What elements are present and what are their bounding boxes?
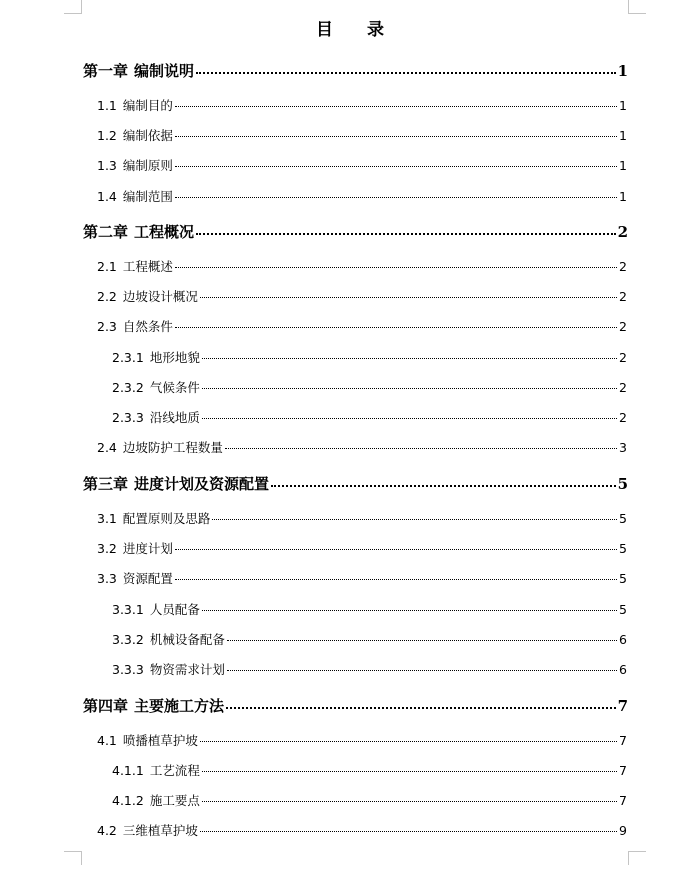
toc-label: 编制说明 [134,62,195,80]
toc-label: 编制目的 [122,98,173,113]
toc-section-2-1[interactable] [97,258,627,276]
toc-number: 3.2 [97,541,117,556]
toc-leader-dots [175,136,617,137]
toc-leader-dots [202,610,617,611]
toc-page-number: 2 [619,289,627,304]
toc-page-number: 2 [619,319,627,334]
toc-page-number: 3 [619,440,627,455]
toc-subsection-3-3-2[interactable] [112,631,627,649]
toc-section-1-2[interactable] [97,127,627,145]
toc-number: 1.4 [97,189,117,204]
toc-leader-dots [175,197,617,198]
toc-label: 边坡防护工程数量 [122,440,223,455]
toc-page-number: 2 [619,350,627,365]
toc-number: 4.1.1 [112,763,144,778]
crop-mark-bottom-left [64,851,82,865]
toc-section-3-1[interactable] [97,510,627,528]
toc-number: 2.3.1 [112,350,144,365]
toc-leader-dots [202,388,617,389]
toc-label: 进度计划 [122,541,173,556]
crop-mark-top-left [64,0,82,14]
toc-page-number: 2 [619,259,627,274]
toc-leader-dots [200,297,617,298]
toc-number: 3.3.1 [112,602,144,617]
toc-page-number: 6 [619,632,627,647]
toc-section-3-3[interactable] [97,570,627,588]
toc-number: 3.1 [97,511,117,526]
toc-number: 3.3.2 [112,632,144,647]
toc-leader-dots [175,327,617,328]
toc-label: 资源配置 [122,571,173,586]
toc-number: 2.3.3 [112,410,144,425]
toc-label: 喷播植草护坡 [122,733,198,748]
toc-page-number: 5 [619,571,627,586]
toc-number: 第一章 [83,62,129,80]
toc-number: 4.1 [97,733,117,748]
toc-section-4-2[interactable] [97,822,627,840]
toc-leader-dots [227,640,617,641]
toc-number: 3.3.3 [112,662,144,677]
toc-leader-dots [212,519,617,520]
toc-label: 工程概况 [134,223,195,241]
toc-subsection-2-3-1[interactable] [112,349,627,367]
toc-chapter-2[interactable] [83,222,628,242]
toc-leader-dots [196,233,616,235]
toc-leader-dots [200,831,617,832]
toc-leader-dots [225,448,617,449]
toc-label: 进度计划及资源配置 [134,475,270,493]
toc-page-number: 7 [619,733,627,748]
toc-section-1-4[interactable] [97,188,627,206]
toc-page-number: 5 [619,541,627,556]
toc-leader-dots [227,670,617,671]
toc-leader-dots [175,267,617,268]
crop-mark-bottom-right [628,851,646,865]
toc-section-2-2[interactable] [97,288,627,306]
toc-subsection-2-3-3[interactable] [112,409,627,427]
toc-section-2-3[interactable] [97,318,627,336]
toc-label: 地形地貌 [149,350,200,365]
toc-section-2-4[interactable] [97,439,627,457]
toc-label: 自然条件 [122,319,173,334]
crop-mark-top-right [628,0,646,14]
toc-number: 第四章 [83,697,129,715]
toc-leader-dots [175,579,617,580]
toc-page-number: 7 [619,763,627,778]
toc-subsection-4-1-2[interactable] [112,792,627,810]
toc-title: 目 录 [316,20,398,40]
toc-subsection-3-3-3[interactable] [112,661,627,679]
toc-leader-dots [226,707,616,709]
toc-section-4-1[interactable] [97,732,627,750]
toc-page-number: 5 [619,602,627,617]
toc-page-number: 1 [619,158,627,173]
toc-leader-dots [202,418,617,419]
toc-label: 沿线地质 [149,410,200,425]
toc-page-number: 1 [619,98,627,113]
toc-label: 编制范围 [122,189,173,204]
toc-page-number: 1 [619,189,627,204]
toc-page-number: 2 [617,223,628,241]
toc-number: 第三章 [83,475,129,493]
toc-page-number: 2 [619,380,627,395]
toc-number: 2.2 [97,289,117,304]
toc-number: 1.1 [97,98,117,113]
toc-number: 3.3 [97,571,117,586]
toc-number: 2.4 [97,440,117,455]
toc-number: 4.1.2 [112,793,144,808]
toc-number: 2.3 [97,319,117,334]
toc-page-number: 1 [619,128,627,143]
toc-page-number: 7 [617,697,628,715]
toc-number: 1.3 [97,158,117,173]
toc-page-number: 2 [619,410,627,425]
toc-leader-dots [175,166,617,167]
toc-leader-dots [175,549,617,550]
toc-chapter-3[interactable] [83,474,628,494]
toc-page-number: 5 [619,511,627,526]
toc-section-1-3[interactable] [97,157,627,175]
toc-label: 施工要点 [149,793,200,808]
toc-leader-dots [271,485,616,487]
toc-label: 工艺流程 [149,763,200,778]
toc-section-3-2[interactable] [97,540,627,558]
toc-page-number: 9 [619,823,627,838]
toc-label: 边坡设计概况 [122,289,198,304]
toc-leader-dots [200,741,617,742]
toc-label: 编制依据 [122,128,173,143]
toc-subsection-3-3-1[interactable] [112,601,627,619]
toc-number: 2.3.2 [112,380,144,395]
toc-leader-dots [202,358,617,359]
toc-section-1-1[interactable] [97,97,627,115]
toc-label: 机械设备配备 [149,632,225,647]
toc-leader-dots [202,771,617,772]
toc-label: 工程概述 [122,259,173,274]
toc-leader-dots [202,801,617,802]
toc-page-number: 6 [619,662,627,677]
toc-page-number: 5 [617,475,628,493]
toc-label: 主要施工方法 [134,697,225,715]
toc-label: 物资需求计划 [149,662,225,677]
toc-leader-dots [175,106,617,107]
toc-label: 人员配备 [149,602,200,617]
toc-number: 2.1 [97,259,117,274]
toc-label: 编制原则 [122,158,173,173]
toc-label: 配置原则及思路 [122,511,211,526]
toc-number: 第二章 [83,223,129,241]
toc-number: 4.2 [97,823,117,838]
toc-subsection-2-3-2[interactable] [112,379,627,397]
toc-subsection-4-1-1[interactable] [112,762,627,780]
toc-number: 1.2 [97,128,117,143]
toc-label: 气候条件 [149,380,200,395]
toc-page-number: 7 [619,793,627,808]
toc-page-number: 1 [617,62,628,80]
toc-chapter-4[interactable] [83,696,628,716]
toc-label: 三维植草护坡 [122,823,198,838]
toc-chapter-1[interactable] [83,61,628,81]
toc-leader-dots [196,72,616,74]
